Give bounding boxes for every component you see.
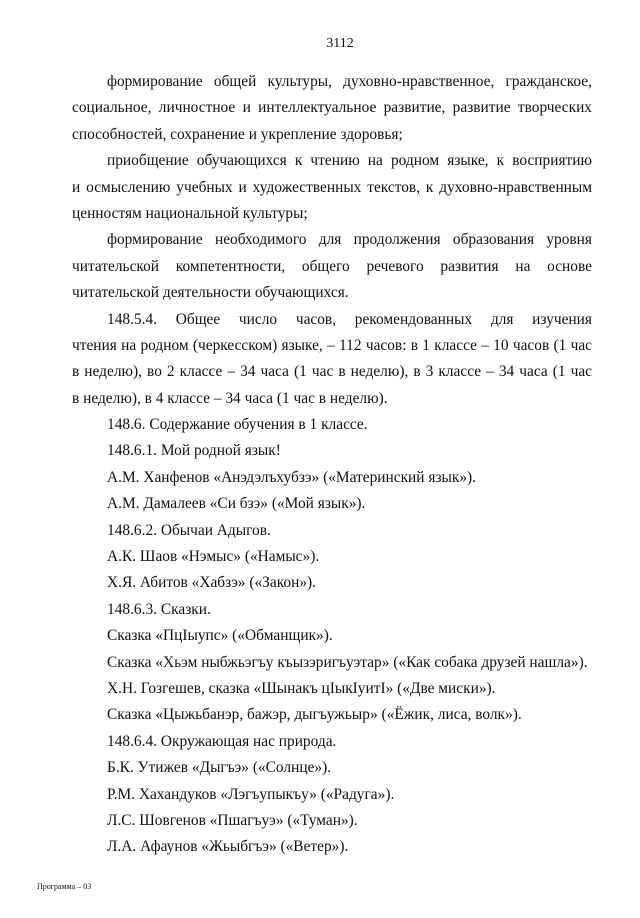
text-line: приобщение обучающихся к чтению на родном языке, к восприятию	[107, 152, 592, 170]
text-line: Х.Я. Абитов «Хабзэ» («Закон»).	[107, 574, 317, 592]
text-line: ценностям национальной культуры;	[72, 204, 308, 222]
document-body	[72, 69, 592, 861]
page-footer: Программа – 03	[37, 882, 92, 891]
paragraph	[72, 597, 592, 623]
text-line: Л.А. Афаунов «Жьыбгъэ» («Ветер»).	[107, 838, 349, 856]
paragraph	[72, 412, 592, 438]
paragraph	[72, 69, 592, 148]
text-line: А.М. Ханфенов «Анэдэлъхубзэ» («Материнский язык»).	[107, 468, 477, 486]
text-line: Л.С. Шовгенов «Пшагъуэ» («Туман»).	[107, 811, 358, 829]
text-line: социальное, личностное и интеллектуальное развитие, развитие творческих	[72, 99, 592, 117]
text-line: 148.6.1. Мой родной язык!	[107, 442, 281, 460]
paragraph	[72, 570, 592, 596]
text-line: формирование общей культуры, духовно-нравственное, гражданское,	[107, 73, 592, 90]
paragraph	[72, 623, 592, 649]
paragraph	[72, 491, 592, 517]
paragraph	[72, 702, 592, 728]
text-line: способностей, сохранение и укрепление здоровья;	[72, 125, 403, 143]
page-number: 3112	[326, 36, 354, 51]
paragraph	[72, 518, 592, 544]
text-line: 148.6. Содержание обучения в 1 классе.	[107, 416, 368, 434]
paragraph	[72, 782, 592, 808]
text-line: Сказка «Цыжьбанэр, бажэр, дыгъужьыр» («Ёжик, лиса, волк»).	[107, 706, 522, 724]
text-line: читательской компетентности, общего речевого развития на основе	[72, 257, 592, 275]
text-line: Б.К. Утижев «Дыгъэ» («Солнце»).	[107, 759, 332, 777]
paragraph	[72, 808, 592, 834]
paragraph	[72, 650, 592, 676]
text-line: А.М. Дамалеев «Си бзэ» («Мой язык»).	[107, 495, 366, 513]
paragraph	[72, 834, 592, 860]
paragraph	[72, 729, 592, 755]
text-line: и осмыслению учебных и художественных текстов, к духовно-нравственным	[72, 178, 592, 196]
text-line: Х.Н. Гозгешев, сказка «Шынакъ цIыкIуитI» («Две миски»).	[107, 679, 496, 697]
paragraph	[72, 307, 592, 413]
text-line: в неделю), во 2 классе – 34 часа (1 час в неделю), в 3 классе – 34 часа (1 час	[72, 363, 592, 381]
text-line: 148.6.3. Сказки.	[107, 600, 211, 618]
paragraph	[72, 755, 592, 781]
text-line: 148.5.4. Общее число часов, рекомендованных для изучения	[107, 310, 592, 328]
text-line: формирование необходимого для продолжения образования уровня	[107, 231, 592, 249]
paragraph	[72, 544, 592, 570]
text-line: 148.6.2. Обычаи Адыгов.	[107, 521, 271, 539]
text-line: читательской деятельности обучающихся.	[72, 284, 349, 302]
paragraph	[72, 438, 592, 464]
text-line: в неделю), в 4 классе – 34 часа (1 час в неделю).	[72, 389, 388, 407]
text-line: Сказка «Хьэм ныбжьэгъу къызэригъуэтар» («Как собака друзей нашла»).	[107, 653, 588, 671]
paragraph	[72, 676, 592, 702]
text-line: чтения на родном (черкесском) языке, – 112 часов: в 1 классе – 10 часов (1 час	[72, 336, 592, 354]
text-line: А.К. Шаов «Нэмыс» («Намыс»).	[107, 548, 320, 566]
text-line: Сказка «ПцIыупс» («Обманщик»).	[107, 627, 333, 645]
paragraph	[72, 227, 592, 306]
text-line: 148.6.4. Окружающая нас природа.	[107, 732, 337, 750]
paragraph	[72, 148, 592, 227]
paragraph	[72, 465, 592, 491]
text-line: Р.М. Хахандуков «Лэгъупыкъу» («Радуга»).	[107, 785, 395, 803]
